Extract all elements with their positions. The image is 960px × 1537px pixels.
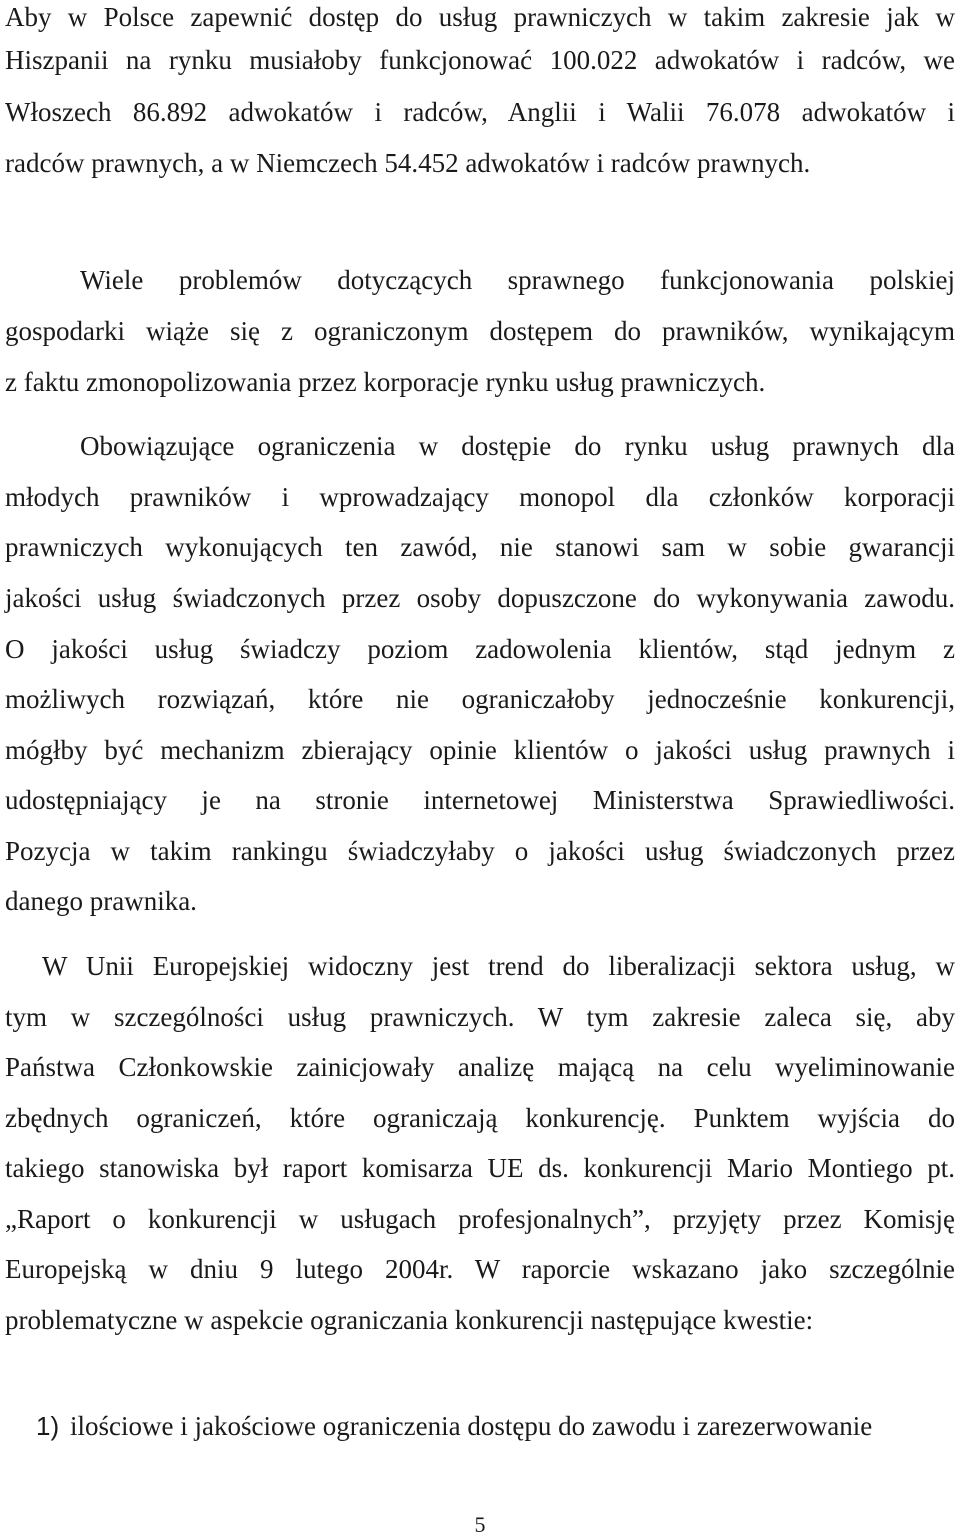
text-line: O jakości usług świadczy poziom zadowolenia klientów, stąd jednym z — [5, 634, 955, 664]
text-line: Aby w Polsce zapewnić dostęp do usług prawniczych w takim zakresie jak w — [5, 2, 955, 32]
text-line: z faktu zmonopolizowania przez korporacje rynku usług prawniczych. — [5, 367, 766, 397]
text-line: Wiele problemów dotyczących sprawnego funkcjonowania polskiej — [80, 265, 955, 295]
text-line: problematyczne w aspekcie ograniczania konkurencji następujące kwestie: — [5, 1305, 814, 1335]
text-line: Pozycja w takim rankingu świadczyłaby o jakości usług świadczonych przez — [5, 836, 955, 866]
text-line: takiego stanowiska był raport komisarza UE ds. konkurencji Mario Montiego pt. — [5, 1153, 955, 1183]
text-line: udostępniający je na stronie internetowej Ministerstwa Sprawiedliwości. — [5, 785, 955, 815]
text-line: Europejską w dniu 9 lutego 2004r. W raporcie wskazano jako szczególnie — [5, 1254, 955, 1284]
text-line: mógłby być mechanizm zbierający opinie klientów o jakości usług prawnych i — [5, 735, 955, 765]
text-line: tym w szczególności usług prawniczych. W tym zakresie zaleca się, aby — [5, 1002, 955, 1032]
text-line: prawniczych wykonujących ten zawód, nie stanowi sam w sobie gwarancji — [5, 532, 955, 562]
text-line: „Raport o konkurencji w usługach profesjonalnych”, przyjęty przez Komisję — [5, 1204, 955, 1234]
text-line: jakości usług świadczonych przez osoby dopuszczone do wykonywania zawodu. — [5, 583, 955, 613]
page-number: 5 — [474, 1512, 486, 1537]
list-item-number: 1) — [36, 1411, 60, 1441]
text-line: gospodarki wiąże się z ograniczonym dostępem do prawników, wynikającym — [5, 316, 955, 346]
text-line: możliwych rozwiązań, które nie ograniczałoby jednocześnie konkurencji, — [5, 684, 955, 714]
text-line: Obowiązujące ograniczenia w dostępie do rynku usług prawnych dla — [80, 431, 955, 461]
text-line: Hiszpanii na rynku musiałoby funkcjonować 100.022 adwokatów i radców, we — [5, 45, 955, 75]
text-line: młodych prawników i wprowadzający monopol dla członków korporacji — [5, 482, 955, 512]
text-line: danego prawnika. — [5, 886, 197, 916]
text-line: Państwa Członkowskie zainicjowały analizę mającą na celu wyeliminowanie — [5, 1052, 955, 1082]
list-item — [36, 1409, 955, 1443]
text-line: W Unii Europejskiej widoczny jest trend do liberalizacji sektora usług, w — [42, 951, 955, 981]
text-line: radców prawnych, a w Niemczech 54.452 adwokatów i radców prawnych. — [5, 148, 811, 178]
text-line: zbędnych ograniczeń, które ograniczają konkurencję. Punktem wyjścia do — [5, 1103, 955, 1133]
list-item-text: ilościowe i jakościowe ograniczenia dostępu do zawodu i zarezerwowanie — [70, 1411, 873, 1441]
text-line: Włoszech 86.892 adwokatów i radców, Anglii i Walii 76.078 adwokatów i — [5, 97, 955, 127]
